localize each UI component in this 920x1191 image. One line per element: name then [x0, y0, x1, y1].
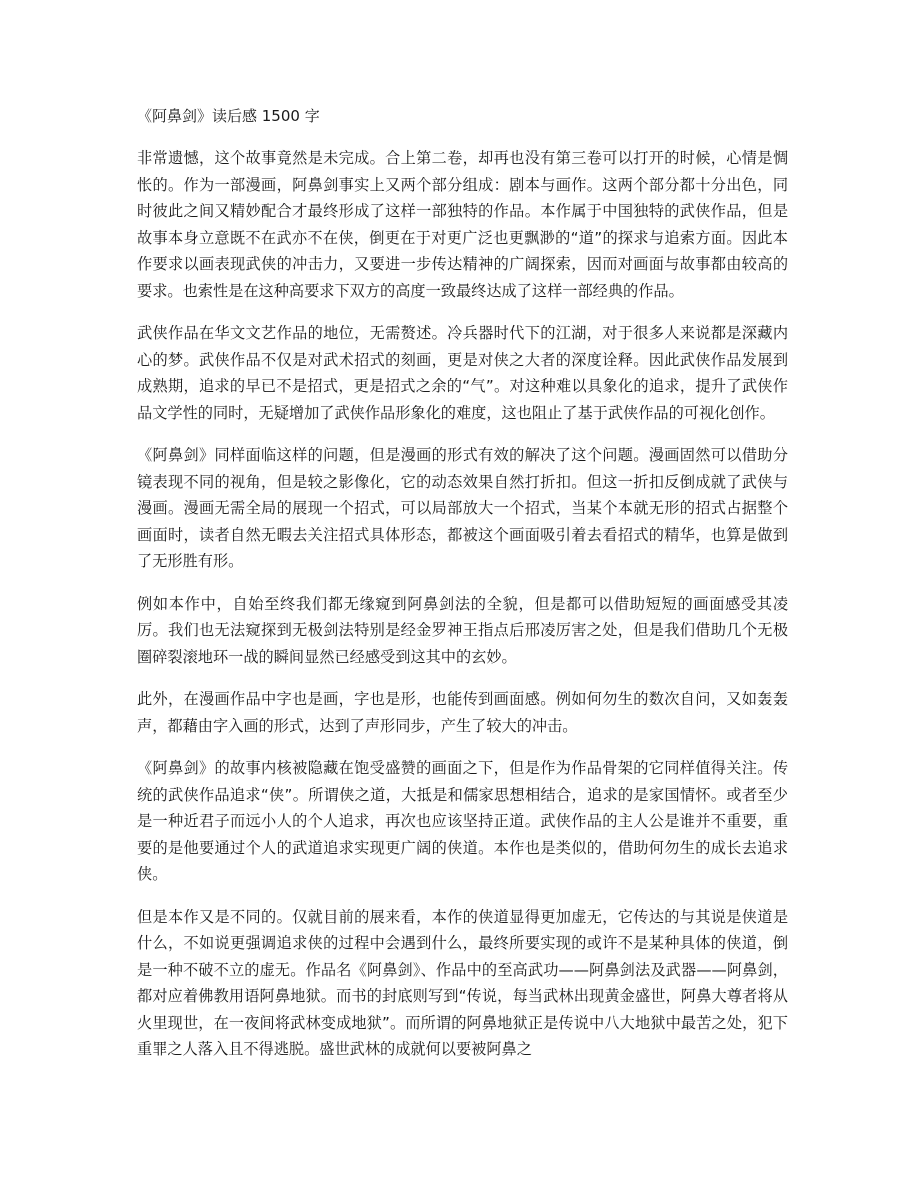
document-page [137, 103, 788, 1079]
paragraph-7: 但是本作又是不同的。仅就目前的展来看，本作的侠道显得更加虚无，它传达的与其说是侠道是什么，不如说更强调追求侠的过程中会遇到什么，最终所要实现的或许不是某种具体的侠道，倒是一种不破不立的虚无。作品名《阿鼻剑》、作品中的至高武功——阿鼻剑法及武器——阿鼻剑，都对应着佛教用语阿鼻地狱。而书的封底则写到“传说，每当武林出现黄金盛世，阿鼻大尊者将从火里现世，在一夜间将武林变成地狱”。而所谓的阿鼻地狱正是传说中八大地狱中最苦之处，犯下重罪之人落入且不得逃脱。盛世武林的成就何以要被阿鼻之 [137, 907, 788, 1058]
paragraph-6: 《阿鼻剑》的故事内核被隐藏在饱受盛赞的画面之下，但是作为作品骨架的它同样值得关注。传统的武侠作品追求“侠”。所谓侠之道，大抵是和儒家思想相结合，追求的是家国情怀。或者至少是一种近君子而远小人的个人追求，再次也应该坚持正道。武侠作品的主人公是谁并不重要，重要的是他要通过个人的武道追求实现更广阔的侠道。本作也是类似的，借助何勿生的成长去追求侠。 [137, 759, 788, 883]
paragraph-1: 非常遗憾，这个故事竟然是未完成。合上第二卷，却再也没有第三卷可以打开的时候，心情是惆怅的。作为一部漫画，阿鼻剑事实上又两个部分组成：剧本与画作。这两个部分都十分出色，同时彼此之间又精妙配合才最终形成了这样一部独特的作品。本作属于中国独特的武侠作品，但是故事本身立意既不在武亦不在侠，倒更在于对更广泛也更飘渺的“道”的探求与追索方面。因此本作要求以画表现武侠的冲击力，又要进一步传达精神的广阔探索，因而对画面与故事都由较高的要求。也索性是在这种高要求下双方的高度一致最终达成了这样一部经典的作品。 [137, 149, 788, 300]
paragraph-2: 武侠作品在华文文艺作品的地位，无需赘述。冷兵器时代下的江湖，对于很多人来说都是深藏内心的梦。武侠作品不仅是对武术招式的刻画，更是对侠之大者的深度诠释。因此武侠作品发展到成熟期，追求的早已不是招式，更是招式之余的“气”。对这种难以具象化的追求，提升了武侠作品文学性的同时，无疑增加了武侠作品形象化的难度，这也阻止了基于武侠作品的可视化创作。 [137, 324, 788, 422]
paragraph-5: 此外，在漫画作品中字也是画，字也是形，也能传到画面感。例如何勿生的数次自问，又如轰轰声，都藉由字入画的形式，达到了声形同步，产生了较大的冲击。 [137, 690, 788, 735]
document-title: 《阿鼻剑》读后感 1500 字 [137, 107, 320, 125]
paragraph-4: 例如本作中，自始至终我们都无缘窥到阿鼻剑法的全貌，但是都可以借助短短的画面感受其凌厉。我们也无法窥探到无极剑法特别是经金罗神王指点后邢凌厉害之处，但是我们借助几个无极圈碎裂滚地环一战的瞬间显然已经感受到这其中的玄妙。 [137, 594, 788, 666]
paragraph-3: 《阿鼻剑》同样面临这样的问题，但是漫画的形式有效的解决了这个问题。漫画固然可以借助分镜表现不同的视角，但是较之影像化，它的动态效果自然打折扣。但这一折扣反倒成就了武侠与漫画。漫画无需全局的展现一个招式，可以局部放大一个招式，当某个本就无形的招式占据整个画面时，读者自然无暇去关注招式具体形态，都被这个画面吸引着去看招式的精华，也算是做到了无形胜有形。 [137, 446, 788, 570]
